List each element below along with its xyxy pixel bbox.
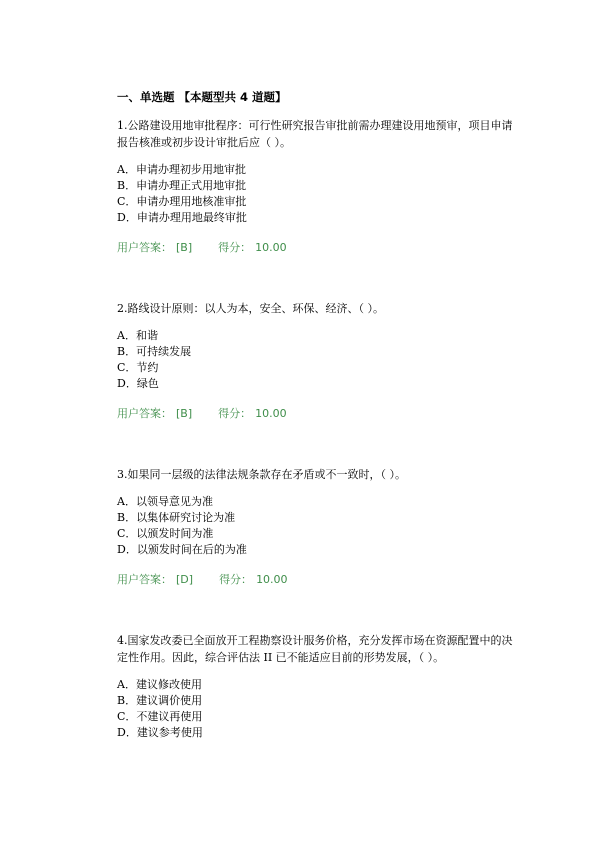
score-label: 得分： [219,573,253,586]
question-stem: 3.如果同一层级的法律法规条款存在矛盾或不一致时，（ ）。 [117,468,406,481]
score-label: 得分： [218,407,252,420]
option-c: C．申请办理用地核准审批 [117,195,247,208]
question-4 [117,632,517,740]
option-c: C．不建议再使用 [117,710,203,723]
option-d: D．申请办理用地最终审批 [117,211,247,224]
option-list [117,161,517,225]
user-answer: [D] [176,573,194,586]
answer-line [117,239,517,256]
option-c: C．节约 [117,361,159,374]
section-title: 一、单选题 【本题型共 4 道题】 [117,90,287,104]
question-1 [117,117,517,256]
score-value: 10.00 [256,573,288,586]
option-b: B．可持续发展 [117,345,192,358]
answer-line [117,571,517,588]
option-b: B．申请办理正式用地审批 [117,179,247,192]
option-list [117,676,517,740]
answer-label: 用户答案： [117,241,172,254]
option-d: D．建议参考使用 [117,726,203,739]
option-a: A．申请办理初步用地审批 [117,163,246,176]
option-b: B．以集体研究讨论为准 [117,511,236,524]
score-value: 10.00 [255,241,287,254]
option-a: A．和谐 [117,329,158,342]
question-stem: 1.公路建设用地审批程序：可行性研究报告审批前需办理建设用地预审，项目申请报告核准或初步设计审批后应（ ）。 [117,119,513,149]
option-d: D．以颁发时间在后的为准 [117,543,247,556]
question-stem: 2.路线设计原则：以人为本，安全、环保、经济、（ ）。 [117,302,384,315]
option-d: D．绿色 [117,377,159,390]
option-b: B．建议调价使用 [117,694,203,707]
answer-label: 用户答案： [117,573,172,586]
answer-line [117,405,517,422]
user-answer: [B] [176,241,193,254]
score-label: 得分： [218,241,252,254]
question-2 [117,300,517,422]
answer-label: 用户答案： [117,407,172,420]
user-answer: [B] [176,407,193,420]
question-stem: 4.国家发改委已全面放开工程勘察设计服务价格，充分发挥市场在资源配置中的决定性作用。因此，综合评估法 II 已不能适应目前的形势发展，（ ）。 [117,634,513,664]
option-list [117,327,517,391]
option-a: A．建议修改使用 [117,678,202,691]
option-c: C．以颁发时间为准 [117,527,214,540]
score-value: 10.00 [255,407,287,420]
option-list [117,493,517,557]
question-3 [117,466,517,588]
option-a: A．以领导意见为准 [117,495,213,508]
